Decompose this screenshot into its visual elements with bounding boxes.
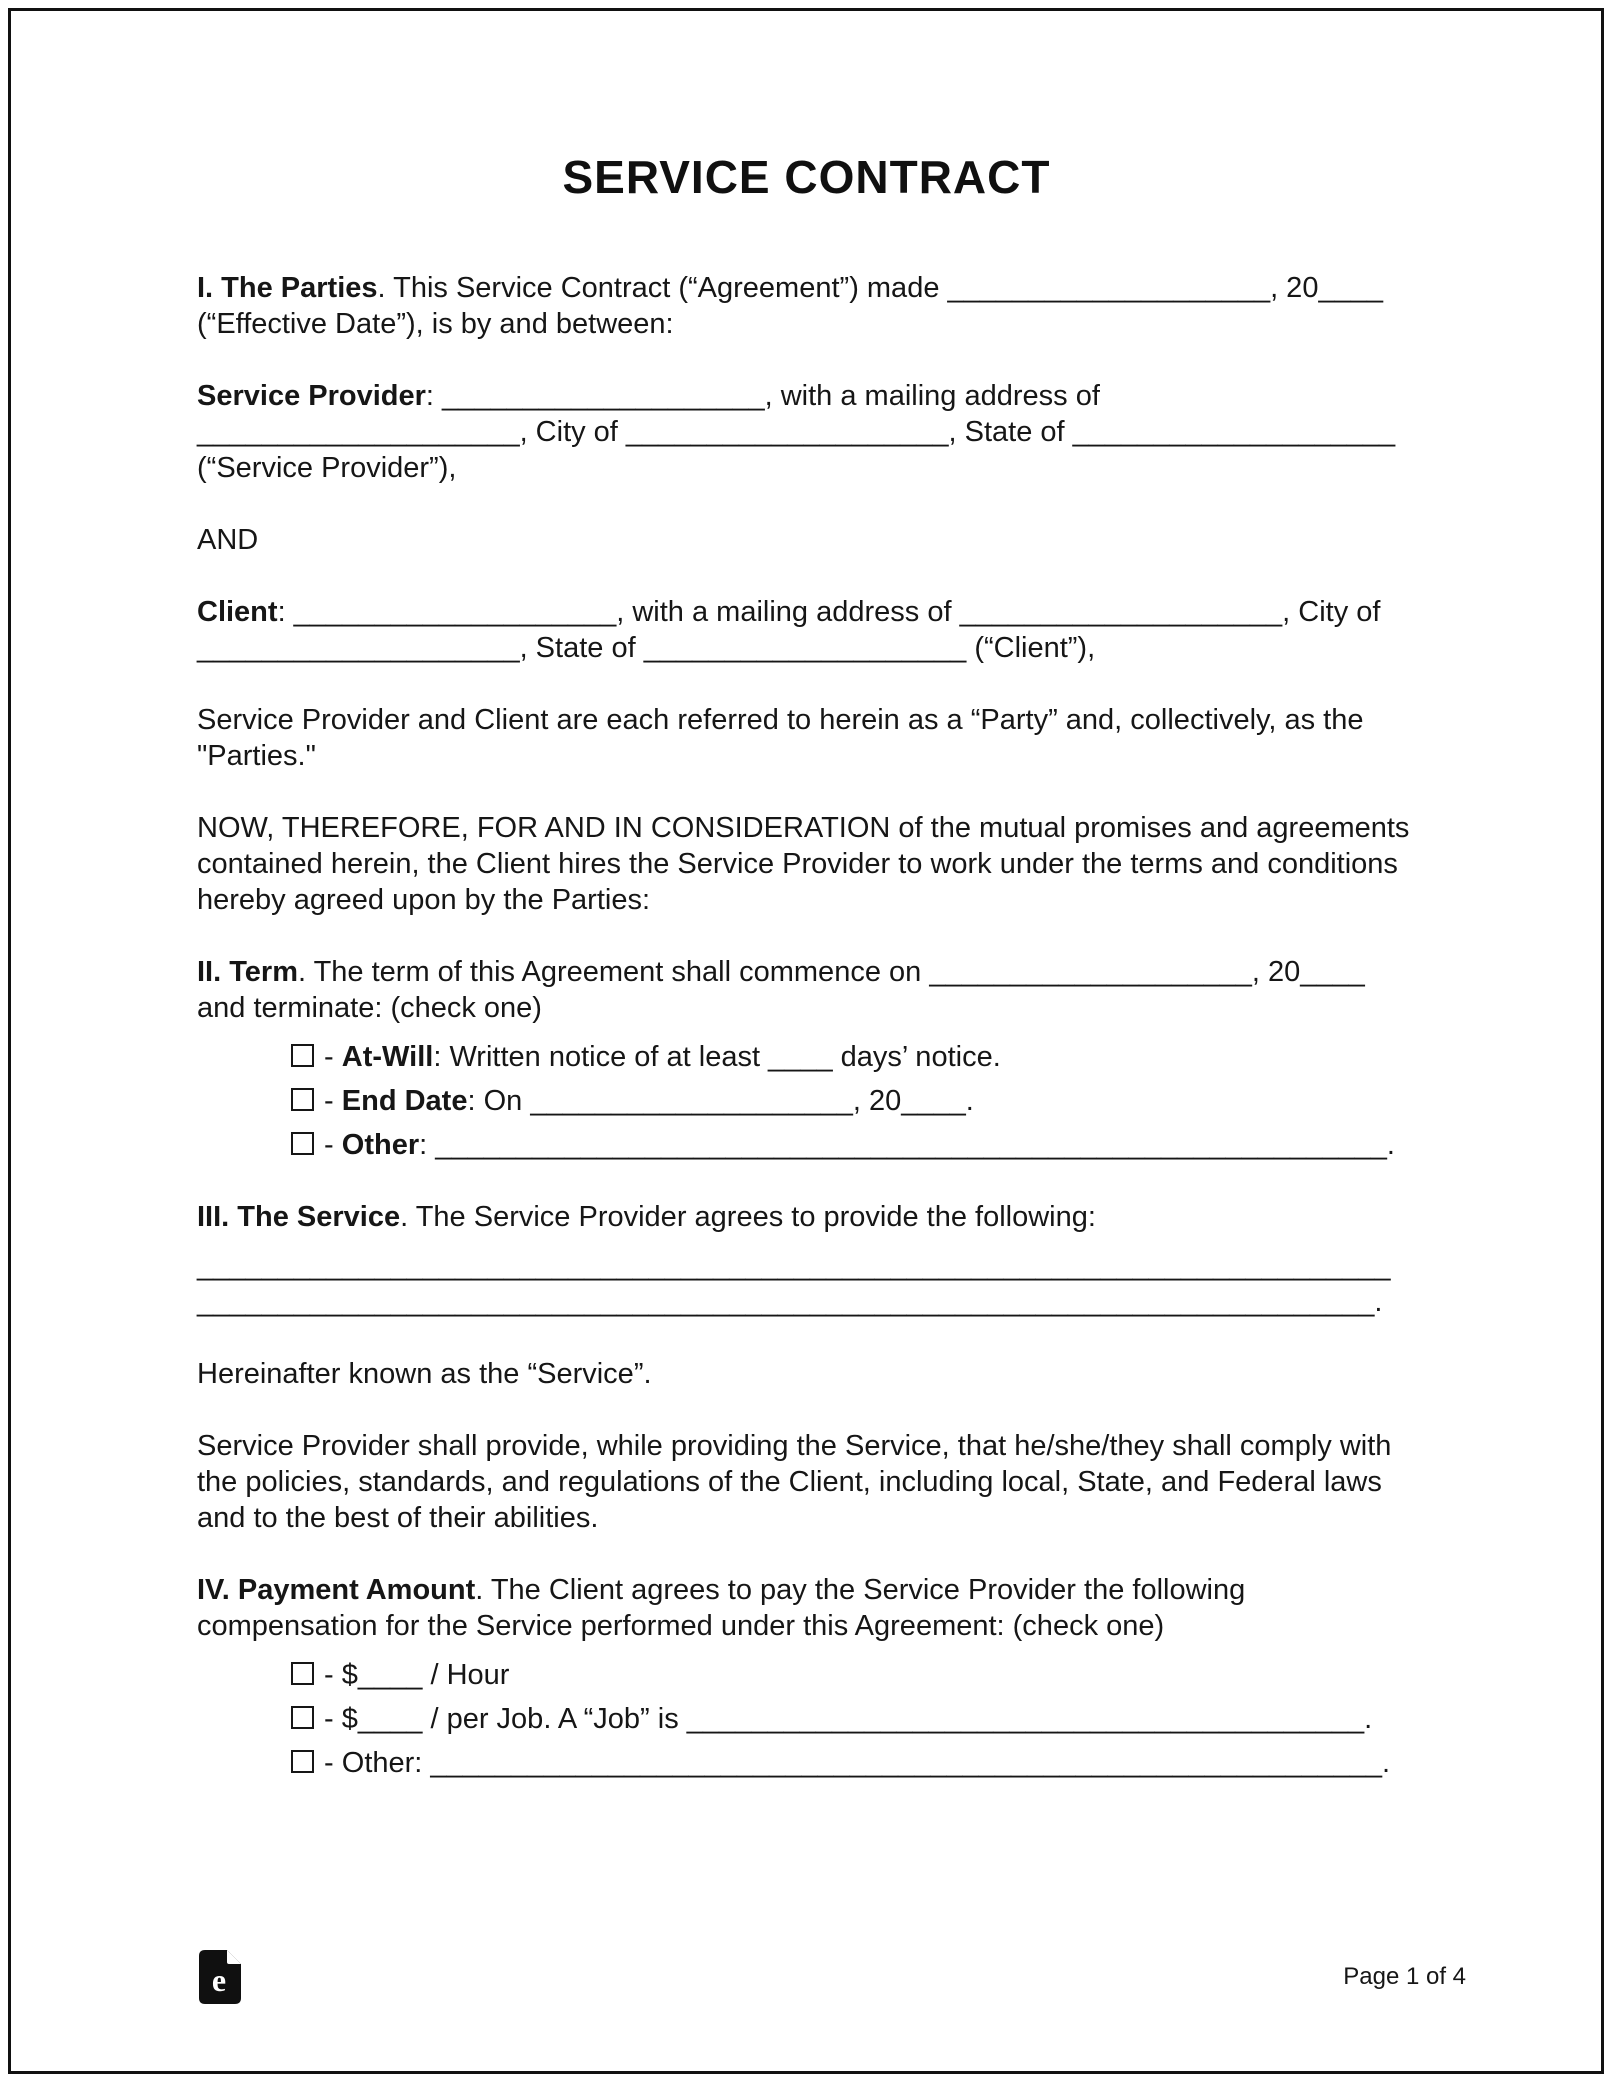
payment-options xyxy=(197,1657,1416,1781)
section-term-intro: II. Term. The term of this Agreement shall commence on ____________________, 20____ and terminate: (check one) xyxy=(197,956,1365,1024)
document-title: SERVICE CONTRACT xyxy=(562,151,1051,203)
checkbox-icon xyxy=(291,1750,314,1773)
term-option-other-text: - Other: ___________________________________________________________. xyxy=(316,1129,1395,1161)
section-parties-intro: I. The Parties. This Service Contract (“Agreement”) made ____________________, 20____ (“Effective Date”), is by and between: xyxy=(197,272,1383,340)
term-option-end-date-text: - End Date: On ____________________, 20____. xyxy=(316,1085,974,1117)
payment-option-other-text: - Other: ___________________________________________________________. xyxy=(316,1747,1391,1779)
checkbox-icon xyxy=(291,1662,314,1685)
page-footer xyxy=(197,1948,1466,2006)
page-number: Page 1 of 4 xyxy=(1343,1963,1466,1990)
section-payment-intro: IV. Payment Amount. The Client agrees to pay the Service Provider the following compensation for the Service performed under this Agreement: (check one) xyxy=(197,1574,1246,1642)
checkbox-icon xyxy=(291,1706,314,1729)
checkbox-icon xyxy=(291,1132,314,1155)
contract-body xyxy=(197,150,1416,1817)
payment-option-per-job-text: - $____ / per Job. A “Job” is __________________________________________. xyxy=(316,1703,1373,1735)
and-separator: AND xyxy=(197,524,259,556)
term-options xyxy=(197,1039,1416,1163)
client-paragraph: Client: ____________________, with a mailing address of ____________________, City of ____________________, State of ____________________ (“Client”), xyxy=(197,596,1381,664)
payment-option-hourly xyxy=(291,1657,1416,1693)
compliance-paragraph: Service Provider shall provide, while providing the Service, that he/she/they shall comply with the policies, standards, and regulations of the Client, including local, State, and Federal laws and to the best of their abilities. xyxy=(197,1430,1392,1534)
parties-reference-paragraph: Service Provider and Client are each referred to herein as a “Party” and, collectively, as the "Parties." xyxy=(197,704,1364,772)
section-service-intro: III. The Service. The Service Provider agrees to provide the following: xyxy=(197,1201,1096,1233)
term-option-at-will-text: - At-Will: Written notice of at least ____ days’ notice. xyxy=(316,1041,1001,1073)
payment-option-other xyxy=(291,1745,1416,1781)
service-blank-lines: __________________________________________________________________________ _________________________________________________________________________. xyxy=(197,1250,1391,1318)
payment-option-hourly-text: - $____ / Hour xyxy=(316,1659,510,1691)
checkbox-icon xyxy=(291,1044,314,1067)
term-option-other xyxy=(291,1127,1416,1163)
svg-text:e: e xyxy=(211,1962,227,1998)
eforms-logo xyxy=(197,1948,243,2006)
checkbox-icon xyxy=(291,1088,314,1111)
service-alias-paragraph: Hereinafter known as the “Service”. xyxy=(197,1358,652,1390)
term-option-at-will xyxy=(291,1039,1416,1075)
payment-option-per-job xyxy=(291,1701,1416,1737)
service-provider-paragraph: Service Provider: ____________________, with a mailing address of ____________________, City of ____________________, State of ____________________ (“Service Provider”), xyxy=(197,380,1396,484)
consideration-paragraph: NOW, THEREFORE, FOR AND IN CONSIDERATION of the mutual promises and agreements contained herein, the Client hires the Service Provider to work under the terms and conditions hereby agreed upon by the Parties: xyxy=(197,812,1410,916)
term-option-end-date xyxy=(291,1083,1416,1119)
